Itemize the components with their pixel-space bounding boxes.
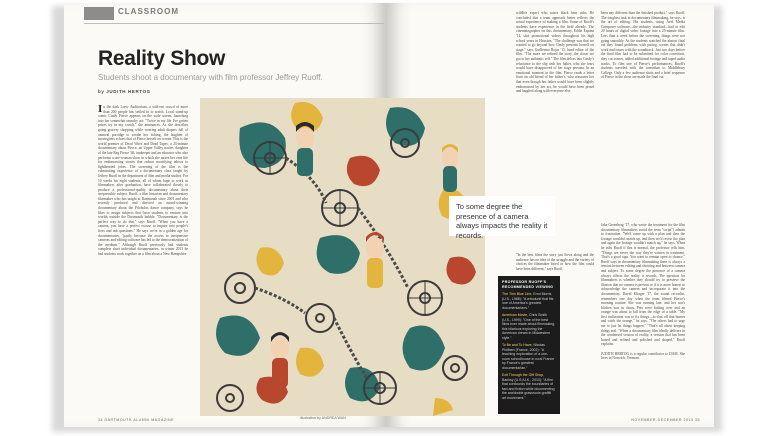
section-label: CLASSROOM [118, 7, 179, 16]
sidebar-item-text: , Banksy (U.S./U.K., 2010): "A film that confounds the boundaries of fact and fiction while documenting the worldwide grassroots graffiti art movement." [502, 373, 555, 400]
sidebar-heading: PROFESSOR RUOFF'S RECOMMENDED VIEWING [502, 280, 554, 289]
sidebar-item [502, 313, 556, 340]
sidebar-item [502, 373, 556, 400]
article-byline: by JUDITH HERTOG [98, 89, 151, 94]
sidebar-item-text: , Chris Smith (U.S., 1999): "One of the best films ever made about filmmaking, this hilarious exploring the American dream in Midwestern style." [502, 313, 556, 340]
sidebar-item [502, 292, 556, 310]
illustration-credit: illustration by ANDREA WAN [300, 416, 346, 420]
sidebar-item-title: The Thin Blue Line [502, 292, 532, 297]
left-body-text: n the dark Loew Auditorium, a sold-out crowd of more than 200 people has settled in to watch. Local stand-up comic Cindy Pierce appears on the wide screen, launching into her somewhat raunchy act: "Twice in my life I've gotten prizes try in my crotch," she announces. As she describes going grocery shopping while wearing adult diapers full of oatmeal porridge to soothe her itching, the laughter of moviegoers echoes that of Pierce herself on screen. This is the world premier of Dead Vibes and Dead Tapes, a 25-minute documentary about Pierce, an Upper Valley native, daughter of the late Reg Pierce '46, innkeeper and an educator who also performs a one-woman show in which she mixes her own life for embarrassing stories that reduce mortifying taboos to lighthearted jokes. The screening of the film is the culminating experience of a documentary class taught by Jeffrey Ruoff in the department of film and media studies. For 10 weeks his eight students, all of whom hope to work as filmmakers after graduation, have collaborated closely to produce a professional-quality documentary about their irrepressible subject. Ruoff, a film historian and documentary filmmaker who has taught at Dartmouth since 2001 and who recently produced and directed an award-winning documentary about the Pilobolus dance company, says he likes to assign subjects that force students to venture into worlds outside the Dartmouth bubble. "Documentary is the perfect way to do that," says Ruoff. "When you have a camera, you have a perfect excuse to inquire into people's lives and ask questions." He says we're in a golden age for documentaries, "partly because the access to inexpensive cameras and editing software has led to the democratization of the medium." Although Ruoff previously had students complete short individual documentaries, in winter 2013 he had students work together on a film about a New Hampshire [98, 105, 188, 256]
right-column-2-bottom [601, 223, 685, 361]
pull-quote-text: To some degree the presence of a camera always impacts the reality it records. [456, 202, 548, 240]
pull-quote [449, 196, 555, 240]
sidebar-item-title: American Movie [502, 313, 528, 318]
sidebar-item [502, 343, 556, 370]
sidebar-item-text: , Nicolas Philibert (France, 2002): "A teaching exploration of a one-room schoolhouse in rural France by France's greatest documentarian." [502, 343, 555, 370]
right-folio: NOVEMBER-DECEMBER 2013 35 [631, 418, 700, 422]
sidebar-item-title: To Be and To Have [502, 343, 532, 348]
author-note: JUDITH HERTOG is a regular contributor to DAM. She lives in Norwich, Vermont. [601, 351, 685, 361]
recommended-viewing-sidebar [498, 276, 560, 414]
right-column-1-top: wildlife expert who raises black bear cubs. He concluded that a team approach better reflects the actual experience of making a film. Some of Ruoff's students have experience in the field already. The cinematographer on this documentary, Eddie Espana '14, shot promotional videos throughout his high school years in Houston. "The challenge was that we wanted to go beyond how Cindy presents herself on stage," says Guillermo Rojas '15, head editor of the film. "The more we refined the story, the closer we got to her authentic self." The film delves into Cindy's reluctance to the slip with her father, who she fears would have disapproved of her stage persona. In an emotional moment in the film, Pierce reads a letter from an old friend of her father's, who reassures her that even though her father would have been slightly embarrassed by her act, he would have been proud and laughed along with everyone else. [516, 11, 594, 94]
right-column-1-bottom: "In the best films the story just flows along and the audience has no idea of the struggle and the variety of choices the filmmaker faced or how the film could have been different," says Ruoff. [516, 253, 594, 271]
header-rule [84, 23, 384, 24]
right-column-2-top: been any different than the finished product," says Ruoff. The toughest task in documentary filmmaking, he says, is the art of editing. His students, using Avid Media Composer software—the industry standard—had to edit 20 hours of digital video footage into a 25-minute film. Less than a week before the screening, things were not going smoothly. As the students watched the almost final cut they found problems with pacing, scenes that didn't work and issues with the soundtrack. Just two days before the final film had to be submitted for color correction, they cut scenes, added additional footage and taped audio tracks. To film one of Pierce's performances, Ruoff's students traveled with the comedian to Middlebury College. Only a few audience shots and a brief sequence of Pierce in the show are made the final cut. [601, 11, 685, 80]
left-folio: 34 DARTMOUTH ALUMNI MAGAZINE [98, 418, 175, 422]
article-deck: Students shoot a documentary with film professor Jeffrey Ruoff. [98, 73, 323, 82]
left-body-column [98, 105, 188, 257]
section-tab [84, 7, 114, 20]
drop-cap: I [98, 103, 103, 115]
sidebar-item-title: Exit Through the Gift Shop [502, 373, 544, 378]
illustration-film-reels [200, 98, 485, 416]
article-title: Reality Show [98, 47, 226, 70]
sidebar-item-text: , Errol Morris (U.S., 1988): "A whodunit that fits one of America's greatest documentarians." [502, 292, 554, 310]
right-column-2-text: Jake Greenberg '17, who wrote the treatment for the film documentary filmmakers avoid the term "script") admits to frustration. "We'd come up with a plan and then the footage wouldn't match up, and then we'd revise the plan and again the footage wouldn't match up," he says. When he asks Ruoff if this is normal, the professor tells him, "Things are never the way they're written in treatment. That's a good sign. You want to remain open to chance." Ruoff says in documentary filmmaking there is always a tension between editing and shooting and between camera and subject. To some degree the presence of a camera always affects the reality it records. The question for filmmakers is whether they should try to preserve the illusion that no camera is present or if it is more honest to acknowledge the camera and incorporate it into the documentary. David Klinger '17, the sound recordist, remembers one day when the team filmed Pierce's morning routine. She was running late, and her son's kitchen was in chaos. Pets were boiling over and an orange was about to fall from the edge of a table. "My first inclination was to fix things—to shut off that burner and catch the orange," he says. "The others had to urge me to just let things happen." "That's all about keeping things real. "When a documentary film ideally delivers in the condensed version of reality, a version that has been honed and refined and polished and shaped," Ruoff explains. [601, 223, 685, 347]
